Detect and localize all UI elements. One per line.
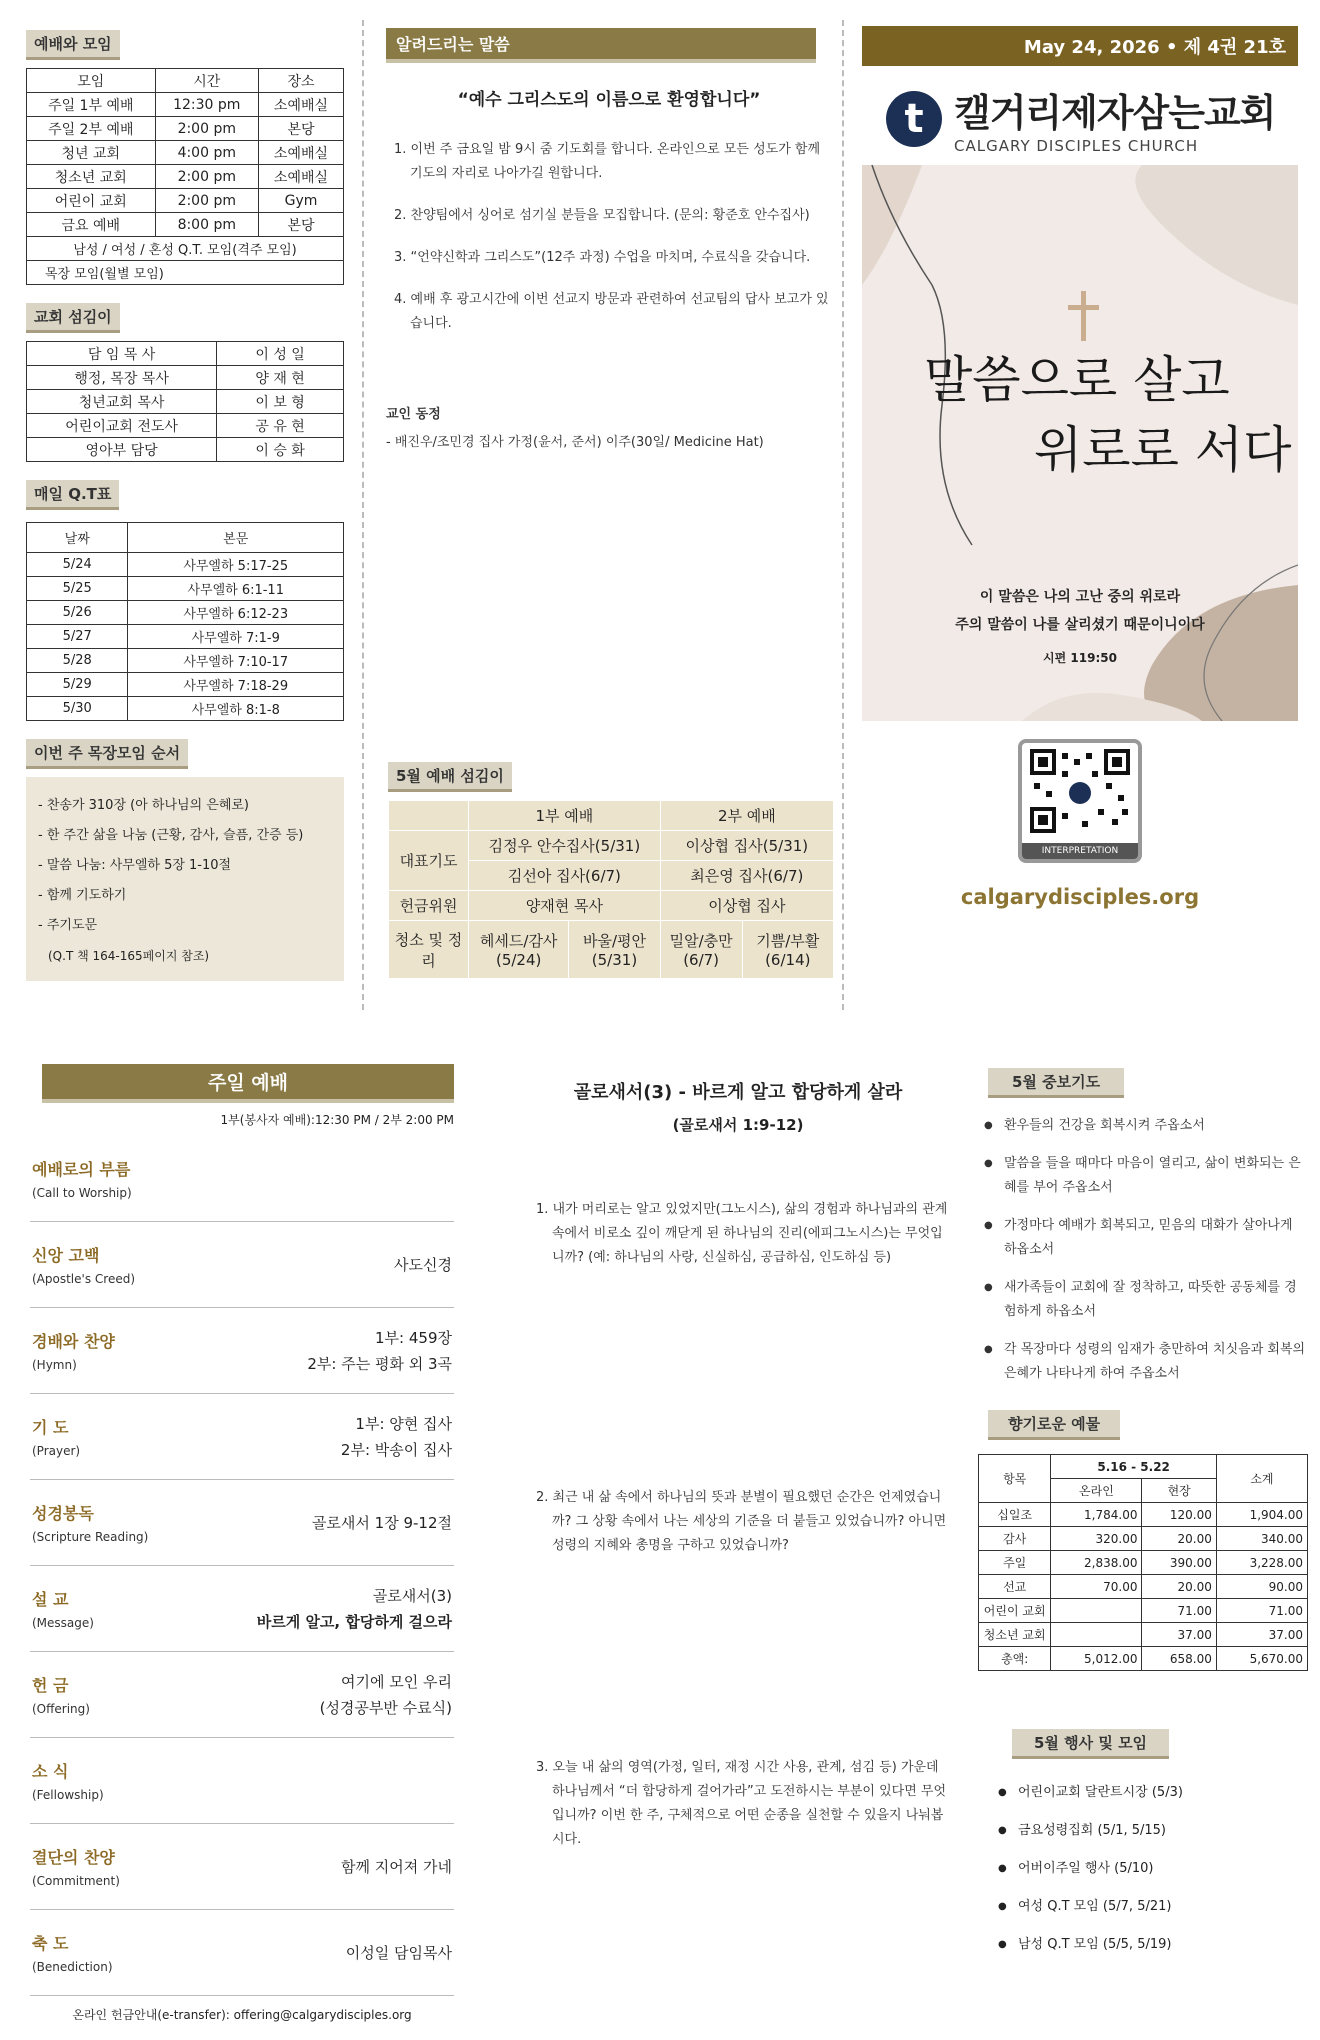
order-subtitle: 1부(봉사자 예배):12:30 PM / 2부 2:00 PM bbox=[220, 1113, 454, 1127]
cross-icon bbox=[1068, 291, 1099, 341]
table-row: 5/29 사무엘하 7:18-29 bbox=[27, 673, 344, 697]
service-roles-title: 5월 예배 섬김이 bbox=[388, 762, 512, 792]
church-name-korean: 캘거리제자삼는교회 bbox=[954, 91, 1276, 135]
sermon-title: 골로새서(3) - 바르게 알고 합당하게 살라 bbox=[573, 1082, 903, 1103]
offering-report-title: 향기로운 예물 bbox=[988, 1410, 1120, 1440]
table-row: 5/30 사무엘하 8:1-8 bbox=[27, 697, 344, 721]
welcome-headline: “예수 그리스도의 이름으로 환영합니다” bbox=[457, 90, 761, 110]
table-row: 감사 320.00 20.00 340.00 bbox=[979, 1527, 1308, 1551]
service-roles-table bbox=[388, 800, 834, 979]
separator bbox=[362, 20, 364, 1010]
sermon-question: 1. 내가 머리로는 알고 있었지만(그노시스), 삶의 경험과 하나님과의 관계 속에서 비로소 깊이 깨닫게 된 하나님의 진리(에피그노시스)는 무엇입니까? (예: 하나님의 사랑, 신실하심, 공급하심, 인도하심 등) bbox=[536, 1202, 948, 1265]
worship-schedule-table bbox=[26, 68, 344, 285]
order-of-worship bbox=[30, 1064, 454, 2023]
online-offering-info: 온라인 헌금안내(e-transfer): offering@calgarydisciples.org bbox=[72, 2008, 412, 2022]
table-header: 모임 bbox=[27, 69, 156, 93]
cover-artwork bbox=[862, 165, 1298, 721]
members-news-text: - 배진우/조민경 집사 가정(윤서, 준서) 이주(30일/ Medicine Hat) bbox=[386, 435, 764, 450]
prayer-title: 5월 중보기도 bbox=[988, 1068, 1124, 1098]
order-item: 소 식 (Fellowship) bbox=[30, 1738, 454, 1824]
list-item: ● 남성 Q.T 모임 (5/5, 5/19) bbox=[992, 1933, 1308, 1957]
table-row: 담 임 목 사 이 성 일 bbox=[27, 342, 344, 366]
table-row: 어린이 교회 71.00 71.00 bbox=[979, 1599, 1308, 1623]
sermon-question: 2. 최근 내 삶 속에서 하나님의 뜻과 분별이 필요했던 순간은 언제였습니까? 그 상황 속에서 나는 세상의 기준을 더 붙들고 있었습니까? 아니면 성령의 지혜와 총명을 구하고 있었습니까? bbox=[536, 1490, 947, 1553]
sermon-notes bbox=[526, 1078, 950, 1847]
order-title: 주일 예배 bbox=[42, 1064, 454, 1103]
table-row: 청소 및 정리 헤세드/감사 (5/24) 바울/평안 (5/31) 밀알/충만 (6/7) 기쁨/부활 (6/14) bbox=[389, 921, 834, 979]
order-item: 헌 금 (Offering) 여기에 모인 우리 (성경공부반 수료식) bbox=[30, 1652, 454, 1738]
table-row: 어린이 교회 2:00 pm Gym bbox=[27, 189, 344, 213]
order-item: 성경봉독 (Scripture Reading) 골로새서 1장 9-12절 bbox=[30, 1480, 454, 1566]
order-item: 설 교 (Message) 골로새서(3) 바르게 알고, 합당하게 걸으라 bbox=[30, 1566, 454, 1652]
table-header: 시간 bbox=[155, 69, 258, 93]
sermon-reference: (골로새서 1:9-12) bbox=[672, 1116, 804, 1134]
cover-verse: 이 말씀은 나의 고난 중의 위로라 주의 말씀이 나를 살리셨기 때문이니이다 bbox=[955, 589, 1205, 633]
list-item: ● 가정마다 예배가 회복되고, 믿음의 대화가 살아나게 하옵소서 bbox=[978, 1214, 1308, 1262]
table-row: 5/28 사무엘하 7:10-17 bbox=[27, 649, 344, 673]
table-row: 주일 2,838.00 390.00 3,228.00 bbox=[979, 1551, 1308, 1575]
list-item: ● 금요성령집회 (5/1, 5/15) bbox=[992, 1819, 1308, 1843]
list-item: ● 여성 Q.T 모임 (5/7, 5/21) bbox=[992, 1895, 1308, 1919]
table-row: 영아부 담당 이 승 화 bbox=[27, 438, 344, 462]
table-header: 본문 bbox=[128, 523, 344, 553]
right-bottom-column bbox=[978, 1068, 1308, 1971]
church-logo bbox=[886, 82, 1298, 155]
table-row: 청년 교회 4:00 pm 소예배실 bbox=[27, 141, 344, 165]
table-row: 청년교회 목사 이 보 형 bbox=[27, 390, 344, 414]
left-info-column bbox=[26, 30, 344, 981]
list-item: ● 각 목장마다 성령의 임재가 충만하여 치싯음과 회복의 은혜가 나타나게 하여 주옵소서 bbox=[978, 1338, 1308, 1386]
order-item: 예배로의 부름 (Call to Worship) bbox=[30, 1136, 454, 1222]
list-item: ● 어버이주일 행사 (5/10) bbox=[992, 1857, 1308, 1881]
list-item: ● 어린이교회 달란트시장 (5/3) bbox=[992, 1781, 1308, 1805]
table-row: 5/27 사무엘하 7:1-9 bbox=[27, 625, 344, 649]
table-row: 대표기도 김정우 안수집사(5/31) 이상협 집사(5/31) bbox=[389, 831, 834, 861]
list-item: - 한 주간 삶을 나눔 (근황, 감사, 슬픔, 간증 등) bbox=[38, 828, 304, 843]
table-row: 청소년 교회 37.00 37.00 bbox=[979, 1623, 1308, 1647]
table-row: 어린이교회 전도사 공 유 현 bbox=[27, 414, 344, 438]
list-item: ● 새가족들이 교회에 잘 정착하고, 따뜻한 공동체를 경험하게 하옵소서 bbox=[978, 1276, 1308, 1324]
table-row: 선교 70.00 20.00 90.00 bbox=[979, 1575, 1308, 1599]
announcement-item: 3. “언약신학과 그리스도”(12주 과정) 수업을 마치며, 수료식을 갖습니다. bbox=[394, 250, 811, 265]
cover-column bbox=[862, 26, 1298, 909]
logo-icon: t bbox=[886, 91, 942, 147]
table-row: 총액: 5,012.00 658.00 5,670.00 bbox=[979, 1647, 1308, 1671]
table-row: 주일 1부 예배 12:30 pm 소예배실 bbox=[27, 93, 344, 117]
list-item: - 함께 기도하기 bbox=[38, 888, 127, 903]
list-item: ● 말씀을 들을 때마다 마음이 열리고, 삶이 변화되는 은혜를 부어 주옵소서 bbox=[978, 1152, 1308, 1200]
table-row: 청소년 교회 2:00 pm 소예배실 bbox=[27, 165, 344, 189]
cover-verse-reference: 시편 119:50 bbox=[1043, 651, 1117, 665]
order-item: 신앙 고백 (Apostle's Creed) 사도신경 bbox=[30, 1222, 454, 1308]
mokjang-title: 이번 주 목장모임 순서 bbox=[26, 739, 188, 769]
table-row: 5/24 사무엘하 5:17-25 bbox=[27, 553, 344, 577]
order-item: 축 도 (Benediction) 이성일 담임목사 bbox=[30, 1910, 454, 1996]
table-header: 항목 bbox=[979, 1455, 1051, 1503]
worship-schedule-title: 예배와 모임 bbox=[26, 30, 120, 60]
table-header: 2부 예배 bbox=[660, 801, 833, 831]
table-row: 김선아 집사(6/7) 최은영 집사(6/7) bbox=[389, 861, 834, 891]
list-item: - 찬송가 310장 (아 하나님의 은혜로) bbox=[38, 798, 250, 813]
table-header: 1부 예배 bbox=[469, 801, 661, 831]
announcements-column bbox=[386, 28, 832, 454]
events-list bbox=[992, 1781, 1308, 1957]
table-header: 5.16 - 5.22 bbox=[1051, 1455, 1217, 1479]
list-item: ● 환우들의 건강을 회복시켜 주옵소서 bbox=[978, 1114, 1308, 1138]
website-link[interactable]: calgarydisciples.org bbox=[960, 885, 1200, 909]
table-row: 헌금위원 양재현 목사 이상협 집사 bbox=[389, 891, 834, 921]
table-row: 5/26 사무엘하 6:12-23 bbox=[27, 601, 344, 625]
qr-label: INTERPRETATION bbox=[1022, 843, 1138, 859]
order-item: 결단의 찬양 (Commitment) 함께 지어져 가네 bbox=[30, 1824, 454, 1910]
qt-title: 매일 Q.T표 bbox=[26, 480, 119, 510]
issue-date: May 24, 2026 • 제 4권 21호 bbox=[862, 26, 1298, 66]
table-header: 날짜 bbox=[27, 523, 128, 553]
staff-title: 교회 섬김이 bbox=[26, 303, 120, 333]
sermon-question: 3. 오늘 내 삶의 영역(가정, 일터, 재정 시간 사용, 관계, 섬김 등) 가운데 하나님께서 “더 합당하게 걸어가라”고 도전하시는 부분이 있다면 무엇입니까? 이번 한 주, 구체적으로 어떤 순종을 실천할 수 있을지 나눠봅시다. bbox=[536, 1760, 947, 1847]
announcement-item: 1. 이번 주 금요일 밤 9시 줌 기도회를 합니다. 온라인으로 모든 성도가 함께 기도의 자리로 나아가길 원합니다. bbox=[394, 142, 821, 181]
table-row: 남성 / 여성 / 혼성 Q.T. 모임(격주 모임) bbox=[27, 237, 344, 261]
list-item: - 말씀 나눔: 사무엘하 5장 1-10절 bbox=[38, 858, 232, 873]
list-item: (Q.T 책 164-165페이지 참조) bbox=[48, 949, 210, 963]
offering-report-table bbox=[978, 1454, 1308, 1671]
order-item: 기 도 (Prayer) 1부: 양현 집사 2부: 박송이 집사 bbox=[30, 1394, 454, 1480]
table-row: 5/25 사무엘하 6:1-11 bbox=[27, 577, 344, 601]
announcement-item: 4. 예배 후 광고시간에 이번 선교지 방문과 관련하여 선교팀의 답사 보고가 있습니다. bbox=[394, 292, 829, 331]
table-header: 소계 bbox=[1216, 1455, 1307, 1503]
cover-title: 말씀으로 살고 위로로 서다 bbox=[924, 351, 1292, 479]
members-news-title: 교인 동정 bbox=[386, 407, 441, 422]
qr-code[interactable] bbox=[1018, 739, 1142, 863]
events-title: 5월 행사 및 모임 bbox=[1012, 1729, 1169, 1759]
table-header: 현장 bbox=[1142, 1479, 1216, 1503]
church-name-english: CALGARY DISCIPLES CHURCH bbox=[954, 137, 1199, 155]
table-row: 주일 2부 예배 2:00 pm 본당 bbox=[27, 117, 344, 141]
announcements-title: 알려드리는 말씀 bbox=[386, 28, 816, 63]
order-item: 경배와 찬양 (Hymn) 1부: 459장 2부: 주는 평화 외 3곡 bbox=[30, 1308, 454, 1394]
table-row: 금요 예배 8:00 pm 본당 bbox=[27, 213, 344, 237]
staff-table bbox=[26, 341, 344, 462]
mokjang-list bbox=[26, 777, 344, 981]
separator bbox=[842, 20, 844, 1010]
prayer-list bbox=[978, 1114, 1308, 1386]
list-item: - 주기도문 bbox=[38, 918, 98, 933]
service-roles-section bbox=[388, 762, 834, 979]
table-row: 목장 모임(월별 모임) bbox=[27, 261, 344, 285]
table-header: 장소 bbox=[258, 69, 343, 93]
announcement-item: 2. 찬양팀에서 싱어로 섬기실 분들을 모집합니다. (문의: 황준호 안수집사) bbox=[394, 208, 810, 223]
qr-pattern-icon bbox=[1022, 743, 1138, 839]
table-row: 십일조 1,784.00 120.00 1,904.00 bbox=[979, 1503, 1308, 1527]
table-header: 온라인 bbox=[1051, 1479, 1142, 1503]
qt-table bbox=[26, 522, 344, 721]
table-row: 행정, 목장 목사 양 재 현 bbox=[27, 366, 344, 390]
